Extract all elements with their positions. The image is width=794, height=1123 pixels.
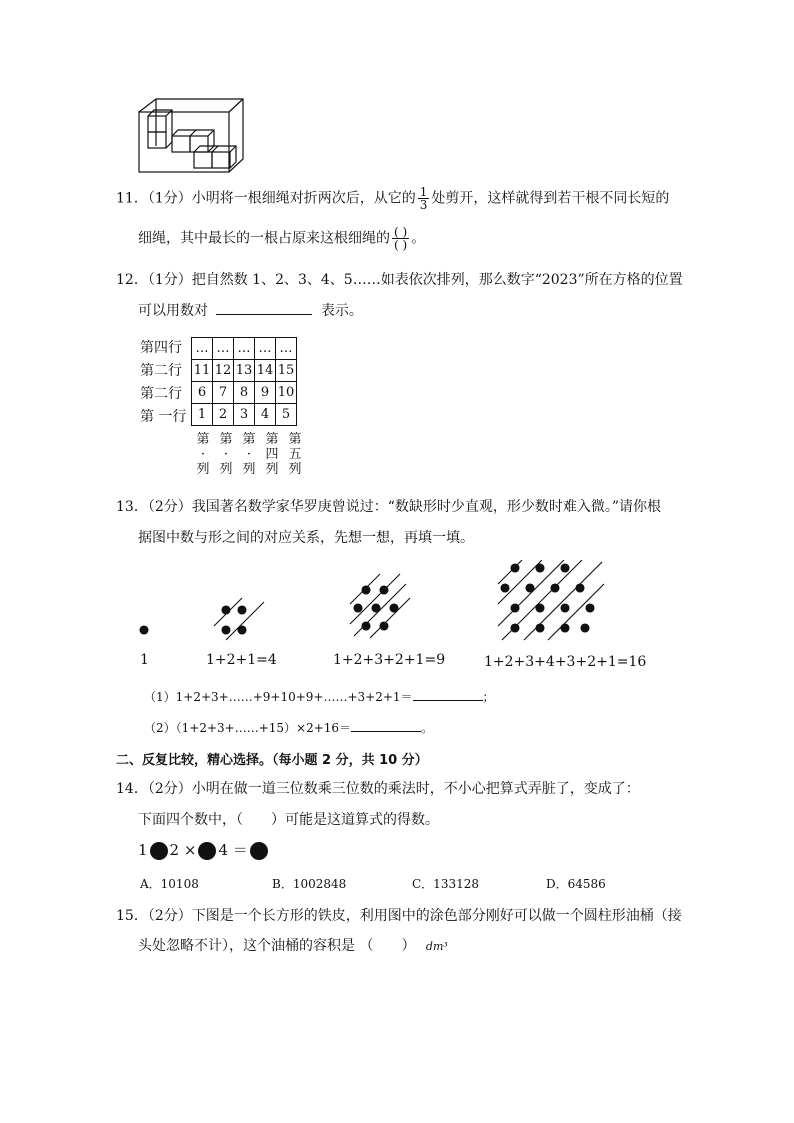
- question-13: 13．（2分）我国著名数学家华罗庚曾说过：“数缺形时少直观，形少数时难入微。”请你根: [116, 499, 662, 515]
- grid-cell: 11: [192, 360, 213, 382]
- expr-part-1: 1: [138, 841, 148, 859]
- grid-row-4: [192, 338, 297, 360]
- dot-caption-1: 1: [140, 652, 149, 668]
- grid-cell: …: [213, 338, 234, 360]
- row-label: 第二行: [140, 386, 182, 402]
- q14-smudged-expression: [138, 840, 270, 860]
- dot-caption-3: 1+2+3+2+1=9: [333, 652, 446, 668]
- section-2-heading: 二、反复比较，精心选择。（每小题 2 分，共 10 分）: [116, 753, 428, 768]
- grid-cell: …: [276, 338, 297, 360]
- q15-unit: dm³: [425, 940, 448, 953]
- smudge-icon: [150, 842, 168, 860]
- cube-box-figure: [136, 96, 246, 176]
- q12-line2-pre: 可以用数对: [138, 303, 208, 319]
- q13-sub1-blank[interactable]: [413, 686, 483, 701]
- question-12-line2: [138, 300, 363, 321]
- grid-cell: 10: [276, 382, 297, 404]
- smudge-icon: [198, 842, 216, 860]
- q11-line2-post: 。: [411, 230, 426, 247]
- expr-part-3: 4 ＝: [218, 841, 248, 859]
- grid-cell: …: [192, 338, 213, 360]
- grid-row-1: [192, 404, 297, 426]
- q11-answer-fraction[interactable]: $\frac{( )}{( )}$: [394, 225, 408, 252]
- q13-sub1-text: （1）1+2+3+……+9+10+9+……+3+2+1＝: [144, 690, 413, 704]
- grid-cell: …: [255, 338, 276, 360]
- grid-cell: 13: [234, 360, 255, 382]
- column-label: 第 · 列: [196, 432, 210, 477]
- grid-cell: 9: [255, 382, 276, 404]
- question-14: 14．（2分）小明在做一道三位数乘三位数的乘法时，不小心把算式弄脏了，变成了：: [116, 781, 640, 797]
- grid-cell: 4: [255, 404, 276, 426]
- q14-option-c[interactable]: C．133128: [412, 877, 479, 891]
- dot-caption-4: 1+2+3+4+3+2+1=16: [484, 654, 647, 670]
- smudge-icon: [250, 842, 268, 860]
- grid-cell: …: [234, 338, 255, 360]
- q12-answer-blank[interactable]: [216, 300, 312, 315]
- q11-line1-post: 处剪开，这样就得到若干根不同长短的: [431, 190, 670, 207]
- question-12: 12．（1分）把自然数 1、2、3、4、5……如表依次排列，那么数字“2023”所在方格的位置: [116, 272, 683, 288]
- q13-sub2-end: 。: [421, 721, 434, 735]
- q14-option-d[interactable]: D．64586: [546, 877, 606, 891]
- number-grid: [191, 337, 297, 426]
- q14-option-b[interactable]: B．1002848: [272, 877, 347, 891]
- question-14-line2: 下面四个数中，（ ）可能是这道算式的得数。: [138, 812, 439, 828]
- question-13-line2: 据图中数与形之间的对应关系，先想一想，再填一填。: [138, 530, 474, 546]
- dot-caption-2: 1+2+1=4: [206, 652, 277, 668]
- q12-row-labels: [140, 337, 190, 429]
- grid-cell: 5: [276, 404, 297, 426]
- row-label: 第二行: [140, 363, 182, 379]
- grid-cell: 1: [192, 404, 213, 426]
- grid-cell: 7: [213, 382, 234, 404]
- grid-row-3: [192, 360, 297, 382]
- grid-cell: 14: [255, 360, 276, 382]
- grid-cell: 12: [213, 360, 234, 382]
- grid-cell: 8: [234, 382, 255, 404]
- column-label: 第 · 列: [219, 432, 233, 477]
- dot-pattern-figures: [130, 560, 640, 650]
- question-15: 15．（2分）下图是一个长方形的铁皮，利用图中的涂色部分刚好可以做一个圆柱形油桶（接: [116, 908, 682, 924]
- q11-fraction: $\frac{1}{3}$: [419, 185, 428, 212]
- q13-sub-1: [144, 686, 495, 707]
- question-11-line2: [138, 226, 425, 251]
- q13-sub-2: [144, 717, 433, 738]
- q11-line2-pre: 细绳，其中最长的一根占原来这根细绳的: [138, 230, 390, 247]
- column-label: 第 五 列: [288, 432, 302, 477]
- q13-sub1-end: ；: [482, 690, 495, 704]
- expr-part-2: 2 ×: [169, 841, 197, 859]
- q13-sub2-text: （2）（1+2+3+……+15）×2+16＝: [144, 721, 352, 735]
- column-label: 第 · 列: [242, 432, 256, 477]
- q12-column-labels: [192, 432, 306, 477]
- q14-option-a[interactable]: A．10108: [140, 877, 199, 891]
- question-11: [116, 186, 669, 211]
- row-label: 第四行: [140, 340, 182, 356]
- grid-cell: 15: [276, 360, 297, 382]
- grid-cell: 2: [213, 404, 234, 426]
- column-label: 第 四 列: [265, 432, 279, 477]
- grid-cell: 6: [192, 382, 213, 404]
- grid-cell: 3: [234, 404, 255, 426]
- grid-row-2: [192, 382, 297, 404]
- q11-line1-pre: 11．（1分）小明将一根细绳对折两次后，从它的: [116, 190, 416, 207]
- q15-line2-text: 头处忽略不计），这个油桶的容积是 （ ）: [138, 938, 416, 954]
- q12-line2-post: 表示。: [320, 303, 363, 319]
- row-label: 第 一行: [140, 409, 187, 425]
- question-15-line2: [138, 936, 448, 957]
- q13-sub2-blank[interactable]: [351, 717, 421, 732]
